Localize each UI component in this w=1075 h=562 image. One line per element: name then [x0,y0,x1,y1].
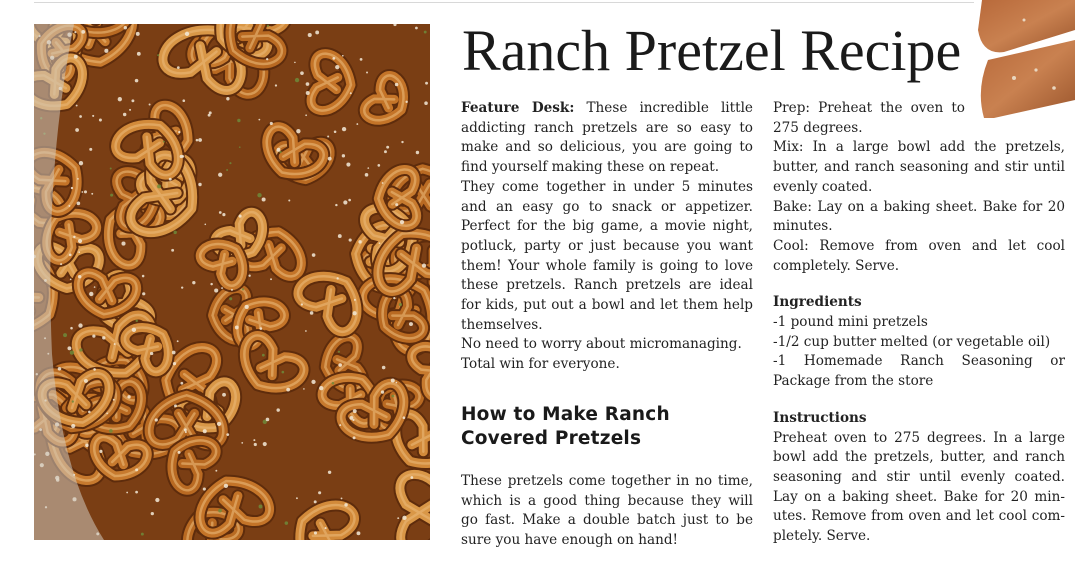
body-paragraph-3: No need to worry about micromanaging. Total win for everyone. [461,336,742,373]
subheading-line-2: Covered Pretzels [461,427,642,449]
step-mix: Mix: In a large bowl add the pretzels, butter, and ranch seasoning and stir until evenly coated. [773,139,1065,195]
instructions-heading: Instructions [773,409,867,426]
ingredient-item: -1 pound mini pretzels [773,314,928,331]
instructions-text: Preheat oven to 275 degrees. In a large bowl add the pretzels, butter, and ranch seasoning and stir until evenly coated. Lay on a baking sheet. Bake for 20 minutes. Remove from oven and let cool completely. Serve. [773,429,1065,545]
subheading-line-1: How to Make Ranch [461,403,670,425]
pretzel-bowl-photo [34,24,430,540]
right-text-column [773,99,1065,547]
left-text-column [461,99,753,551]
intro-text: These incredible little addicting ranch pretzels are so easy to make and so delicious, you are going to find yourself making these on repeat. [461,100,753,176]
pretzel-illustration [34,24,430,540]
step-prep: Prep: Preheat the oven to 275 degrees. [773,100,965,136]
ingredient-item: -1/2 cup butter melted (or vegetable oil) [773,333,1051,350]
top-rule [34,2,974,3]
body-paragraph-2: They come together in under 5 minutes and an easy go to snack or appetizer. Perfect for the big game, a movie night, potluck, party or just because you want them! Your whole family is going to love these pretzels. Ranch pretzels are ideal for kids, put out a bowl and let them help themselves. [461,178,753,333]
body-paragraph-4: These pretzels come together in no time, which is a good thing because they will go fast. Make a double batch just to be sure you have enough on hand! [461,472,753,548]
step-cool: Cool: Remove from oven and let cool completely. Serve. [773,237,1065,274]
feature-desk-label: Feature Desk: [461,100,575,116]
section-subheading [461,403,753,451]
step-bake: Bake: Lay on a baking sheet. Bake for 20 minutes. [773,198,1065,235]
page-title: Ranch Pretzel Recipe [462,18,962,83]
intro-paragraph [461,99,753,178]
ingredients-heading: Ingredients [773,294,862,311]
ingredient-item: -1 Homemade Ranch Seasoning or Package from the store [773,353,1065,390]
